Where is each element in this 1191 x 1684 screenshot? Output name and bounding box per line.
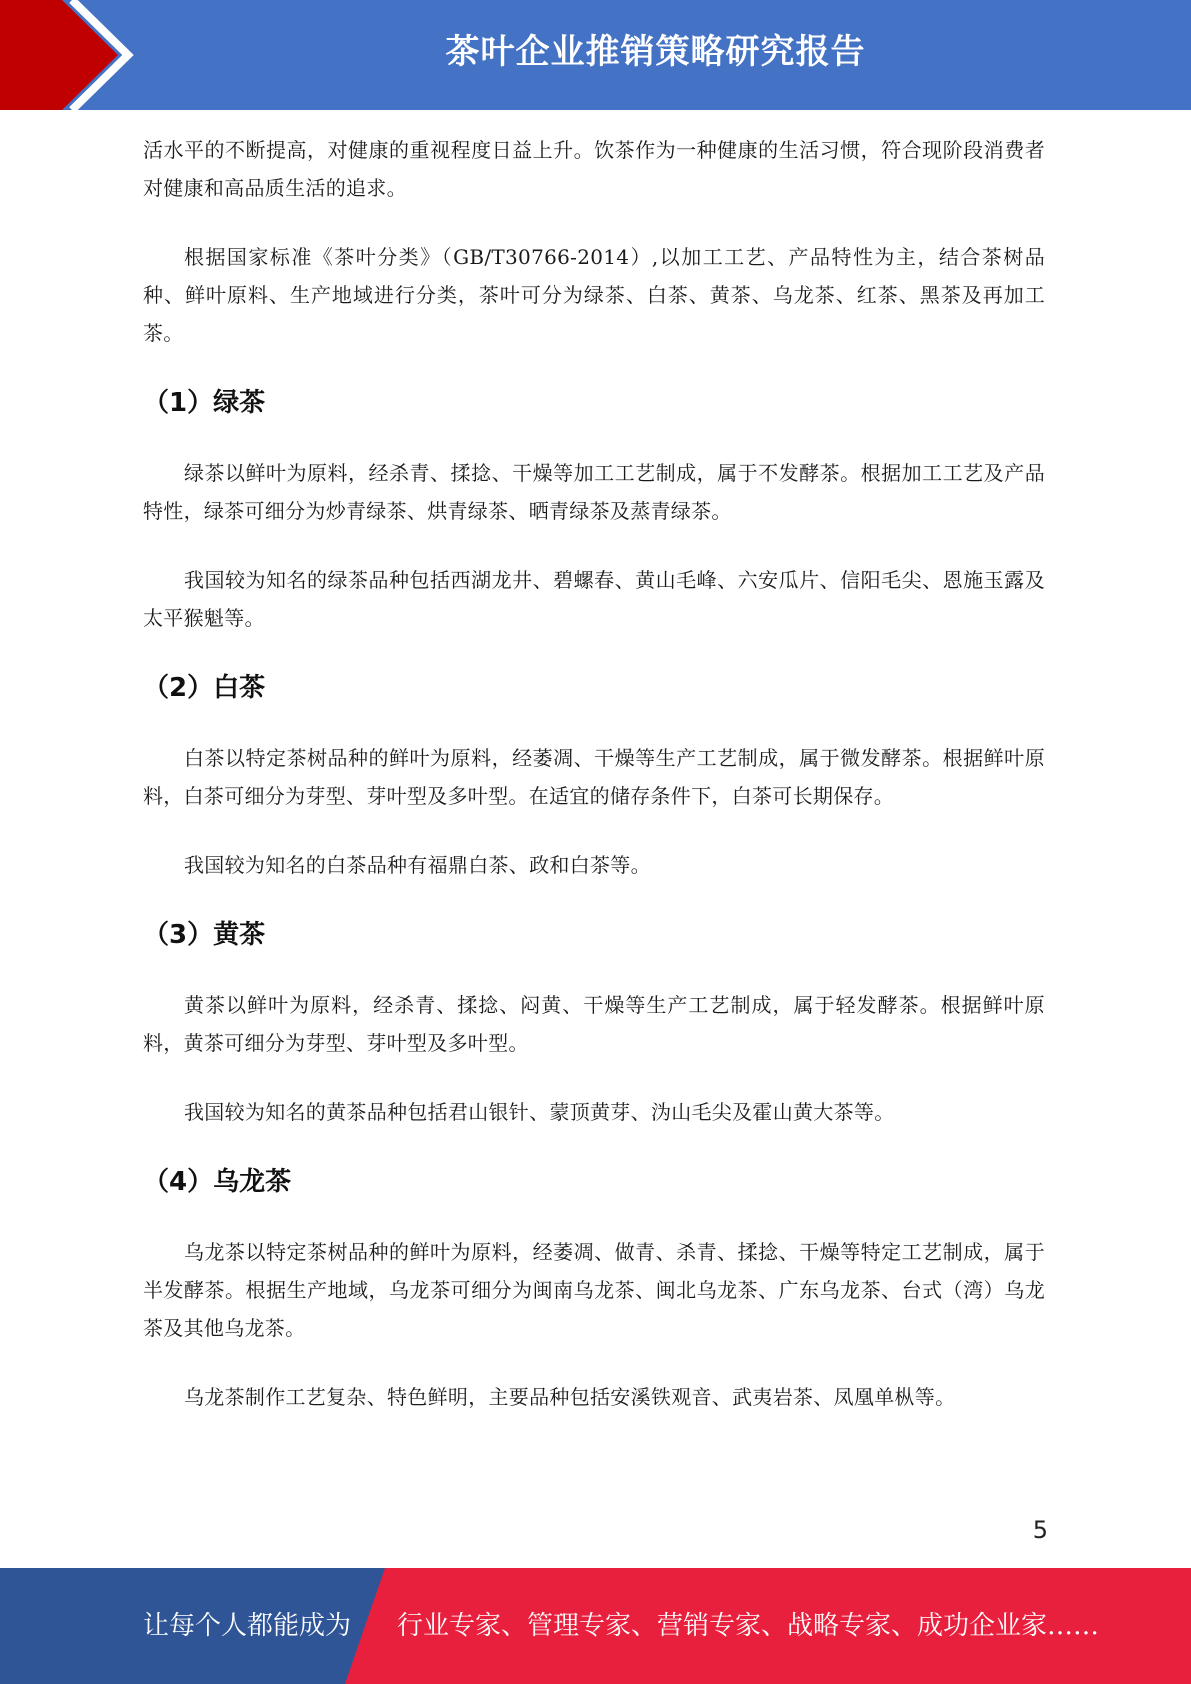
white-tea-paragraph-2: 我国较为知名的白茶品种有福鼎白茶、政和白茶等。 xyxy=(184,853,651,877)
page-footer xyxy=(0,1568,1191,1684)
green-tea-paragraph-2: 我国较为知名的绿茶品种包括西湖龙井、碧螺春、黄山毛峰、六安瓜片、信阳毛尖、恩施玉露及太平猴魁等。 xyxy=(143,568,1045,630)
green-tea-paragraph-1: 绿茶以鲜叶为原料，经杀青、揉捻、干燥等加工工艺制成，属于不发酵茶。根据加工工艺及产品特性，绿茶可细分为炒青绿茶、烘青绿茶、晒青绿茶及蒸青绿茶。 xyxy=(143,461,1045,523)
page-header xyxy=(0,0,1191,110)
section-heading-oolong-tea: （4）乌龙茶 xyxy=(143,1167,292,1197)
header-arrow-decoration xyxy=(0,0,160,110)
section-heading-yellow-tea: （3）黄茶 xyxy=(143,920,266,950)
intro-paragraph-classification: 根据国家标准《茶叶分类》（GB/T30766-2014）,以加工工艺、产品特性为主，结合茶树品种、鲜叶原料、生产地域进行分类，茶叶可分为绿茶、白茶、黄茶、乌龙茶、红茶、黑茶及再加工茶。 xyxy=(143,245,1045,345)
oolong-tea-paragraph-2: 乌龙茶制作工艺复杂、特色鲜明，主要品种包括安溪铁观音、武夷岩茶、凤凰单枞等。 xyxy=(184,1385,956,1409)
intro-paragraph-continued: 活水平的不断提高，对健康的重视程度日益上升。饮茶作为一种健康的生活习惯，符合现阶段消费者对健康和高品质生活的追求。 xyxy=(143,138,1045,200)
section-heading-green-tea: （1）绿茶 xyxy=(143,388,266,418)
oolong-tea-paragraph-1: 乌龙茶以特定茶树品种的鲜叶为原料，经萎凋、做青、杀青、揉捻、干燥等特定工艺制成，属于半发酵茶。根据生产地域，乌龙茶可细分为闽南乌龙茶、闽北乌龙茶、广东乌龙茶、台式（湾）乌龙茶及其他乌龙茶。 xyxy=(143,1240,1045,1340)
section-heading-white-tea: （2）白茶 xyxy=(143,673,266,703)
footer-slogan-right: 行业专家、管理专家、营销专家、战略专家、成功企业家…… xyxy=(397,1611,1100,1641)
white-tea-paragraph-1: 白茶以特定茶树品种的鲜叶为原料，经萎凋、干燥等生产工艺制成，属于微发酵茶。根据鲜叶原料，白茶可细分为芽型、芽叶型及多叶型。在适宜的储存条件下，白茶可长期保存。 xyxy=(143,746,1045,808)
yellow-tea-paragraph-2: 我国较为知名的黄茶品种包括君山银针、蒙顶黄芽、沩山毛尖及霍山黄大茶等。 xyxy=(184,1100,895,1124)
document-title: 茶叶企业推销策略研究报告 xyxy=(445,32,866,72)
yellow-tea-paragraph-1: 黄茶以鲜叶为原料，经杀青、揉捻、闷黄、干燥等生产工艺制成，属于轻发酵茶。根据鲜叶原料，黄茶可细分为芽型、芽叶型及多叶型。 xyxy=(143,993,1045,1055)
footer-slogan-left: 让每个人都能成为 xyxy=(143,1611,352,1641)
page-number: 5 xyxy=(1032,1516,1048,1544)
document-body xyxy=(143,131,1045,1416)
